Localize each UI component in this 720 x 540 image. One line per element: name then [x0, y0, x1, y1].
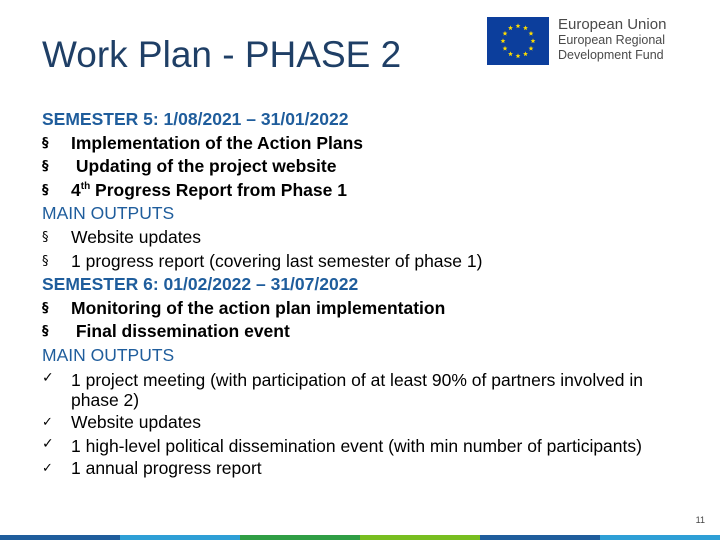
list-item — [42, 297, 662, 321]
slide-body — [42, 108, 662, 481]
square-bullet-icon: § — [42, 229, 49, 245]
list-item — [42, 132, 662, 156]
semester-5-heading: SEMESTER 5: 1/08/2021 – 31/01/2022 — [42, 109, 349, 129]
color-bar-segment — [480, 535, 600, 540]
square-bullet-icon: § — [42, 159, 49, 175]
square-bullet-icon: § — [42, 182, 49, 198]
list-item-text: 1 annual progress report — [71, 458, 262, 479]
eu-star-icon — [508, 25, 513, 30]
list-item — [42, 457, 662, 481]
color-bar-segment — [240, 535, 360, 540]
eu-star-icon — [516, 53, 521, 58]
square-bullet-icon: § — [42, 135, 49, 151]
color-bar-segment — [600, 535, 720, 540]
logo-line-2: European Regional — [558, 32, 666, 47]
square-bullet-icon: § — [42, 324, 49, 340]
page-number: 11 — [695, 515, 705, 525]
list-item — [42, 320, 662, 344]
square-bullet-icon: § — [42, 253, 49, 269]
eu-star-icon — [523, 51, 528, 56]
eu-logo-text — [558, 17, 666, 64]
eu-star-icon — [508, 51, 513, 56]
list-item-text: 1 project meeting (with participation of at least 90% of partners involved in phase 2) — [71, 369, 643, 410]
list-item — [42, 250, 662, 274]
checkmark-icon: ✓ — [42, 436, 54, 453]
progress-report-number: 4 — [71, 179, 81, 200]
main-outputs-heading: MAIN OUTPUTS — [42, 203, 175, 224]
eu-flag-icon — [487, 17, 549, 65]
list-item-text: 1 progress report (covering last semester of phase 1) — [71, 250, 483, 271]
eu-star-icon — [529, 46, 534, 51]
list-item-text: Final dissemination event — [71, 321, 290, 342]
list-item-text: Website updates — [71, 226, 202, 247]
checkmark-icon: ✓ — [42, 461, 53, 477]
page-title: Work Plan - PHASE 2 — [42, 34, 402, 75]
list-item — [42, 179, 662, 203]
eu-star-icon — [531, 38, 536, 43]
eu-star-icon — [503, 31, 508, 36]
bottom-color-bar — [0, 535, 720, 540]
list-item-text: Implementation of the Action Plans — [71, 132, 364, 153]
list-item — [42, 434, 662, 456]
main-outputs-heading: MAIN OUTPUTS — [42, 344, 175, 365]
checkmark-icon: ✓ — [42, 369, 54, 386]
semester-6-heading: SEMESTER 6: 01/02/2022 – 31/07/2022 — [42, 274, 359, 295]
list-item — [42, 155, 662, 179]
ordinal-suffix: th — [80, 180, 91, 192]
logo-line-3: Development Fund — [558, 48, 664, 62]
list-item-text: Monitoring of the action plan implementation — [71, 297, 446, 318]
list-item — [42, 368, 662, 410]
square-bullet-icon: § — [42, 300, 49, 316]
list-item-text: Website updates — [71, 411, 202, 432]
checkmark-icon: ✓ — [42, 414, 53, 430]
color-bar-segment — [360, 535, 480, 540]
eu-star-icon — [523, 25, 528, 30]
color-bar-segment — [120, 535, 240, 540]
eu-star-icon — [501, 38, 506, 43]
eu-star-icon — [503, 46, 508, 51]
eu-star-icon — [529, 31, 534, 36]
list-item-text: 1 high-level political dissemination event (with min number of participants) — [71, 436, 642, 457]
eu-logo — [487, 17, 692, 69]
list-item — [42, 226, 662, 250]
list-item — [42, 411, 662, 435]
logo-line-1: European Union — [558, 16, 667, 33]
list-item-text: Progress Report from Phase 1 — [90, 179, 347, 200]
list-item-text: Updating of the project website — [71, 156, 337, 177]
color-bar-segment — [0, 535, 120, 540]
eu-star-icon — [516, 23, 521, 28]
